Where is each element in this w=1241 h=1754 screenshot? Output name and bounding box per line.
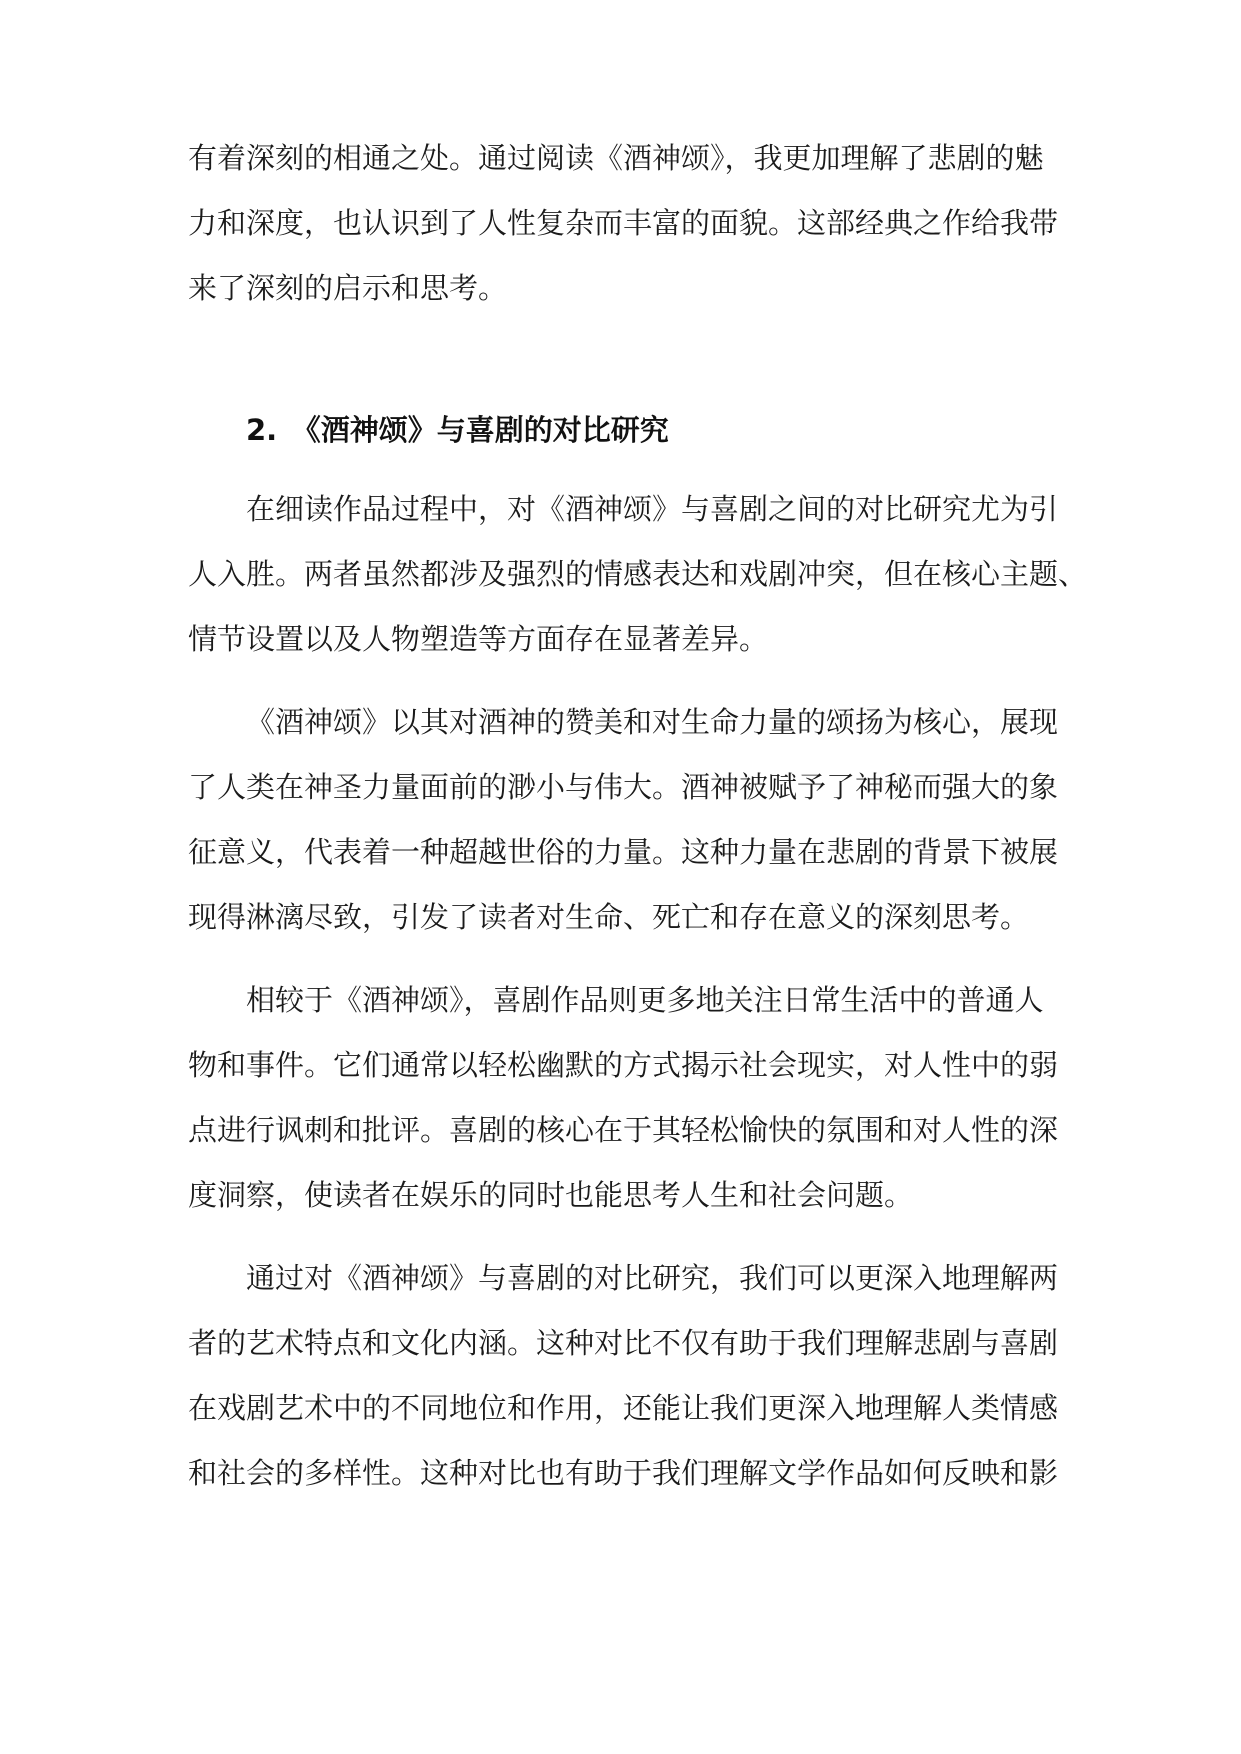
text-line: 在戏剧艺术中的不同地位和作用，还能让我们更深入地理解人类情感 (188, 1391, 1059, 1425)
text-line: 来了深刻的启示和思考。 (188, 271, 508, 305)
text-line: 物和事件。它们通常以轻松幽默的方式揭示社会现实，对人性中的弱 (188, 1048, 1059, 1082)
text-line: 者的艺术特点和文化内涵。这种对比不仅有助于我们理解悲剧与喜剧 (188, 1326, 1059, 1360)
paragraph-2 (188, 690, 1060, 950)
text-line: 情节设置以及人物塑造等方面存在显著差异。 (188, 622, 769, 656)
section-heading: 2. 《酒神颂》与喜剧的对比研究 (246, 413, 669, 447)
text-line: 了人类在神圣力量面前的渺小与伟大。酒神被赋予了神秘而强大的象 (188, 770, 1059, 804)
text-line: 人入胜。两者虽然都涉及强烈的情感表达和戏剧冲突，但在核心主题、 (188, 557, 1088, 591)
text-line: 相较于《酒神颂》，喜剧作品则更多地关注日常生活中的普通人 (246, 983, 1044, 1017)
text-line: 《酒神颂》以其对酒神的赞美和对生命力量的颂扬为核心，展现 (246, 705, 1059, 739)
continuation-paragraph (188, 126, 1060, 321)
text-line: 和社会的多样性。这种对比也有助于我们理解文学作品如何反映和影 (188, 1456, 1059, 1490)
text-line: 力和深度，也认识到了人性复杂而丰富的面貌。这部经典之作给我带 (188, 206, 1059, 240)
text-line: 征意义，代表着一种超越世俗的力量。这种力量在悲剧的背景下被展 (188, 835, 1059, 869)
text-line: 在细读作品过程中，对《酒神颂》与喜剧之间的对比研究尤为引 (246, 492, 1059, 526)
text-line: 点进行讽刺和批评。喜剧的核心在于其轻松愉快的氛围和对人性的深 (188, 1113, 1059, 1147)
text-line: 有着深刻的相通之处。通过阅读《酒神颂》，我更加理解了悲剧的魅 (188, 141, 1044, 175)
text-line: 度洞察，使读者在娱乐的同时也能思考人生和社会问题。 (188, 1178, 914, 1212)
paragraph-1 (188, 477, 1088, 672)
paragraph-4 (188, 1246, 1060, 1506)
text-line: 现得淋漓尽致，引发了读者对生命、死亡和存在意义的深刻思考。 (188, 900, 1030, 934)
paragraph-3 (188, 968, 1060, 1228)
text-line: 通过对《酒神颂》与喜剧的对比研究，我们可以更深入地理解两 (246, 1261, 1059, 1295)
